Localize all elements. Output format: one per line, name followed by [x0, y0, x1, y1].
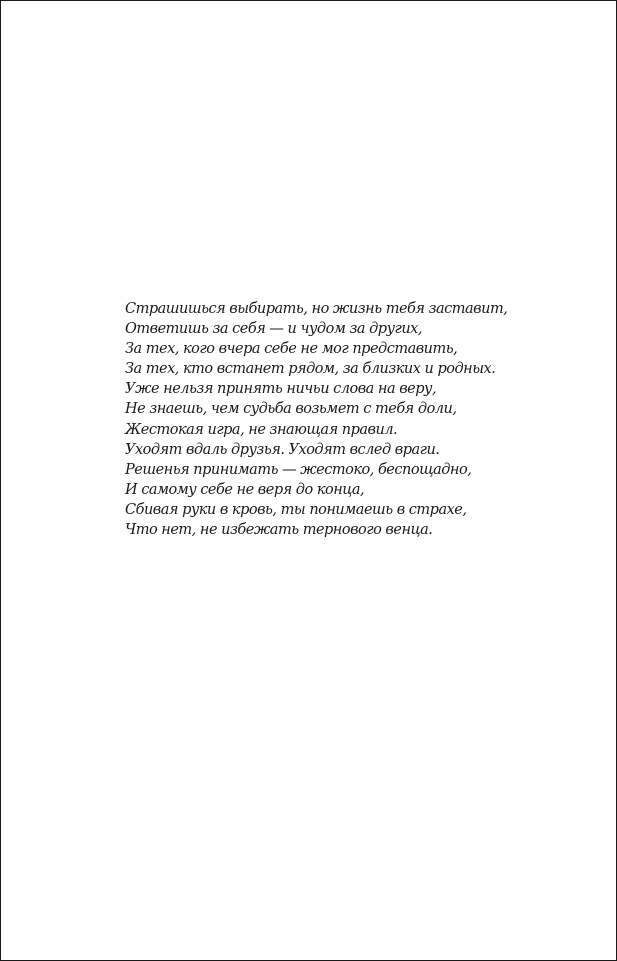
poem-line: За тех, кто встанет рядом, за близких и родных.: [125, 361, 496, 378]
poem-text: [125, 299, 585, 540]
poem-line: Решенья принимать — жестоко, беспощадно,: [125, 461, 472, 478]
poem-line: И самому себе не веря до конца,: [125, 481, 365, 498]
poem-line: Уже нельзя принять ничьи слова на веру,: [125, 381, 437, 398]
poem-line: Страшишься выбирать, но жизнь тебя заставит,: [125, 301, 508, 317]
poem-line: Что нет, не избежать тернового венца.: [125, 522, 433, 539]
poem-line: За тех, кого вчера себе не мог представить,: [125, 341, 458, 358]
poem-line: Жестокая игра, не знающая правил.: [125, 421, 398, 438]
poem-line: Ответишь за себя — и чудом за других,: [125, 321, 422, 338]
poem-line: Уходят вдаль друзья. Уходят вслед враги.: [125, 441, 440, 458]
poem-line: Не знаешь, чем судьба возьмет с тебя доли,: [125, 401, 457, 418]
poem-line: Сбивая руки в кровь, ты понимаешь в страхе,: [125, 501, 467, 518]
